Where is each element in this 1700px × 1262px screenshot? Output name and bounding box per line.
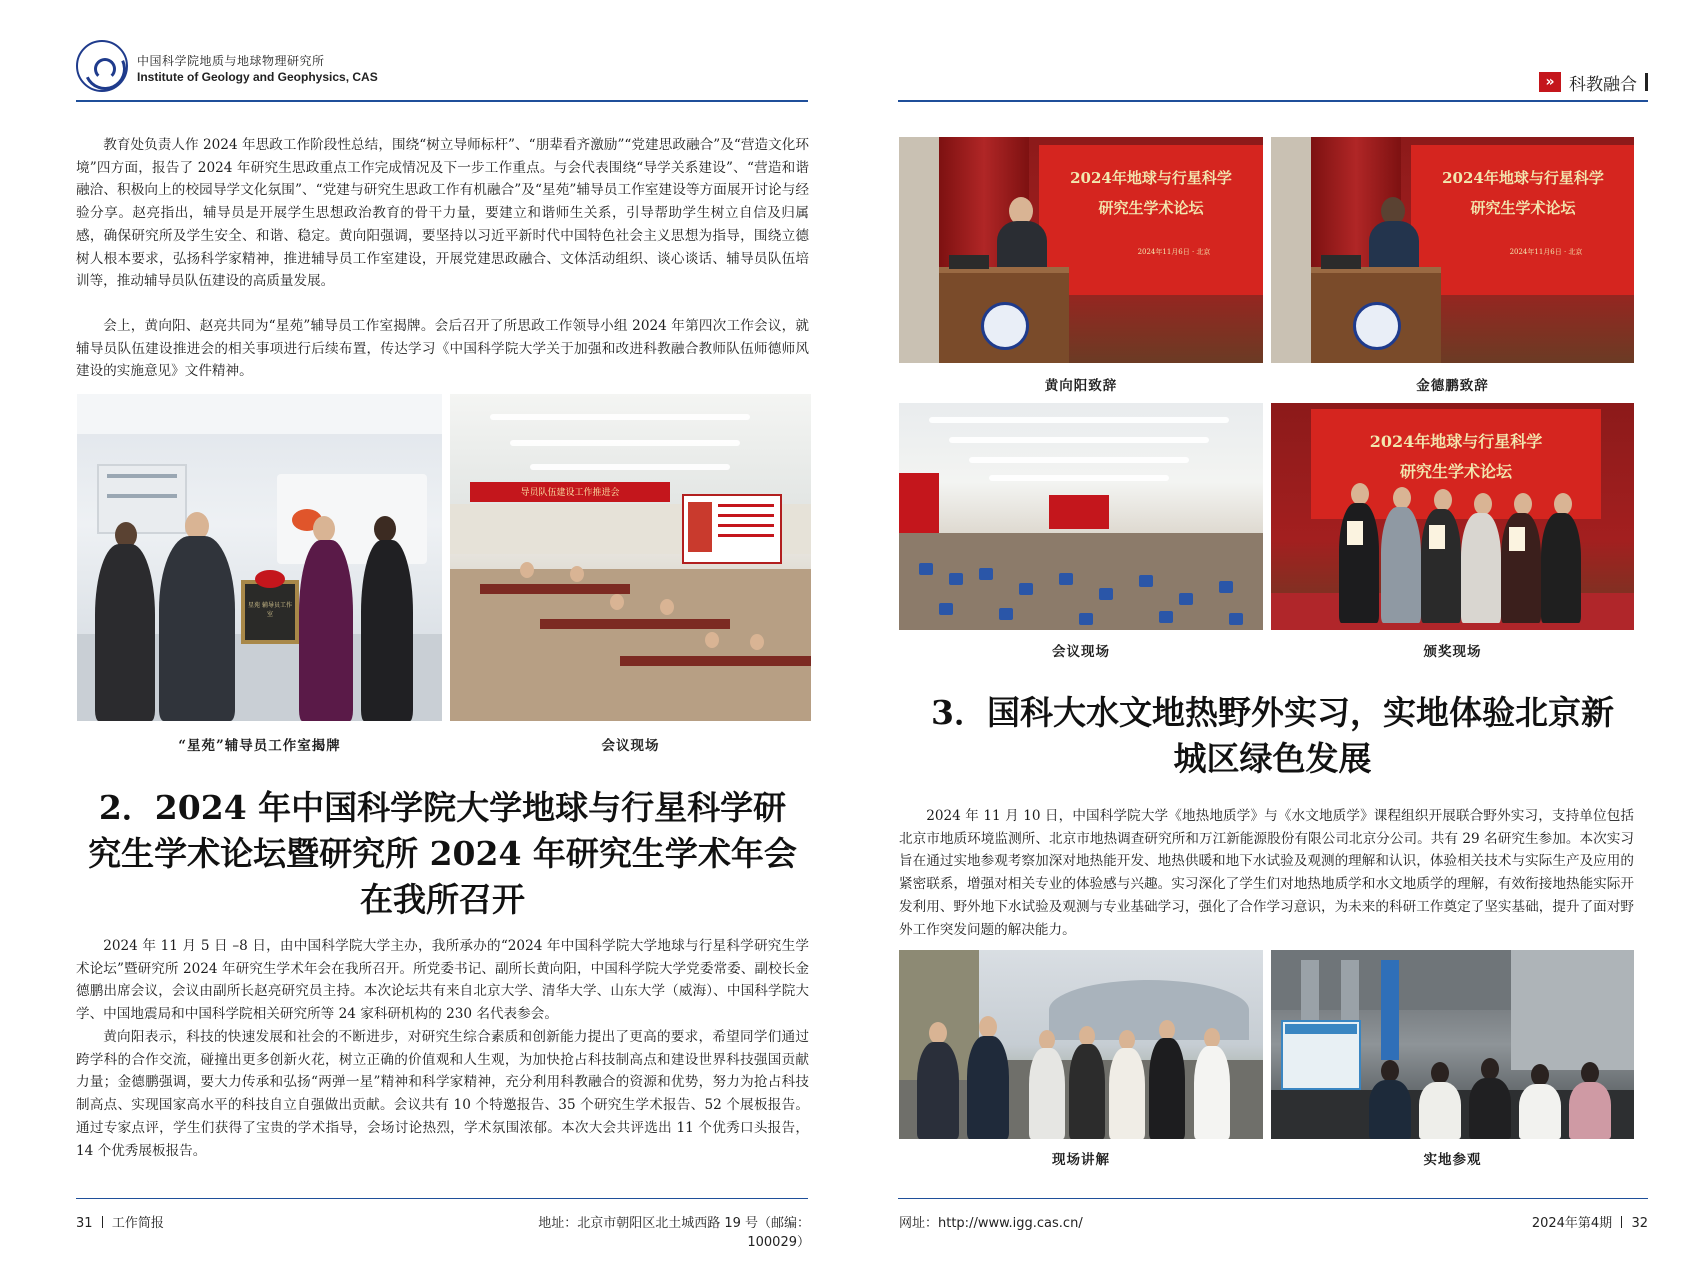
forum-paragraph-1: 2024 年 11 月 5 日 –8 日，由中国科学院大学主办，我所承办的“2024 年中国科学院大学地球与行星科学研究生学术论坛”暨研究所 2024 年研究生学术年会在我所召开。所党委书记、副所长黄向阳，中国科学院大学党委常委、副校长金德鹏出席会议，会议由副所长赵亮研究员主持。本次论坛共有来自北京大学、清华大学、山东大学（威海）、中国科学院大学、中国地震局和中国科学院相关研究所等 24 家科研机构的 230 名代表参会。 bbox=[76, 938, 809, 1023]
right-page bbox=[850, 0, 1700, 1262]
double-arrow-icon: » bbox=[1539, 72, 1561, 92]
caption-huang-speech: 黄向阳致辞 bbox=[1044, 378, 1118, 394]
caption-jin-speech: 金德鹏致辞 bbox=[1416, 378, 1489, 394]
screen-subtitle-1: 研究生学术论坛 bbox=[1098, 199, 1204, 217]
screen-subtitle-2: 研究生学术论坛 bbox=[1470, 199, 1576, 217]
institute-name-cn: 中国科学院地质与地球物理研究所 bbox=[137, 54, 325, 68]
caption-forum-hall: 会议现场 bbox=[1052, 644, 1110, 660]
screen-subtitle-3: 研究生学术论坛 bbox=[1399, 462, 1512, 481]
section-heading-3-line-2: 城区绿色发展 bbox=[1173, 739, 1372, 778]
photo-forum-hall bbox=[899, 403, 1263, 630]
section-heading-2-line-2: 究生学术论坛暨研究所 2024 年研究生学术年会 bbox=[88, 834, 797, 873]
section-heading-2-line-1: 2．2024 年中国科学院大学地球与行星科学研 bbox=[98, 788, 787, 827]
intro-paragraph-2: 会上，黄向阳、赵亮共同为“星苑”辅导员工作室揭牌。会后召开了所思政工作领导小组 2024 年第四次工作会议，就辅导员队伍建设推进会的相关事项进行后续布置，传达学习《中国科学院大学关于加强和改进科教融合教师队伍师德师风建设的实施意见》文件精神。 bbox=[76, 318, 809, 380]
caption-onsite-explanation: 现场讲解 bbox=[1052, 1152, 1110, 1168]
caption-meeting-room: 会议现场 bbox=[601, 738, 660, 754]
photo-site-visit bbox=[1271, 950, 1634, 1139]
footer-url[interactable]: 网址：http://www.igg.cas.cn/ bbox=[899, 1216, 1083, 1231]
institute-logo-icon bbox=[76, 40, 128, 92]
intro-paragraph-1: 教育处负责人作 2024 年思政工作阶段性总结，围绕“树立导师标杆”、“朋辈看齐激励”“党建思政融合”及“营造文化环境”四方面，报告了 2024 年研究生思政重点工作完成情况及下一步工作重点。与会代表围绕“导学关系建设”、“营造和谐融洽、积极向上的校园导学文化氛围”、“党建与研究生思政工作有机融合”及“星苑”辅导员工作室建设等方面展开讨论与经验分享。赵亮指出，辅导员是开展学生思想政治教育的骨干力量，要建立和谐师生关系，引导帮助学生树立自信及归属感，确保研究所及学生安全、和谐、稳定。黄向阳强调，要坚持以习近平新时代中国特色社会主义思想为指导，围绕立德树人根本要求，弘扬科学家精神，推进辅导员工作室建设，开展党建思政融合、文体活动组织、谈心谈话、辅导员队伍培训等，推动辅导员队伍建设的高质量发展。 bbox=[76, 137, 809, 290]
footer-right bbox=[1450, 1212, 1648, 1231]
footer-rule bbox=[76, 1198, 808, 1199]
section-heading-3 bbox=[890, 690, 1655, 782]
header-rule-right bbox=[898, 100, 1648, 102]
caption-site-visit: 实地参观 bbox=[1423, 1152, 1482, 1168]
publication-title: 工作简报 bbox=[111, 1216, 164, 1231]
caption-plaque-unveiling: “星苑”辅导员工作室揭牌 bbox=[178, 738, 341, 754]
footer-rule-right bbox=[898, 1198, 1648, 1199]
page-number-left: 31 bbox=[76, 1216, 93, 1231]
photo-jin-speech bbox=[1271, 137, 1634, 363]
section-tag bbox=[1539, 70, 1648, 94]
screen-date-1: 2024年11月6日 · 北京 bbox=[1137, 248, 1211, 256]
photo-award-ceremony bbox=[1271, 403, 1634, 630]
section-heading-2-line-3: 在我所召开 bbox=[360, 880, 525, 919]
screen-date-2: 2024年11月6日 · 北京 bbox=[1509, 248, 1583, 256]
section-heading-3-line-1: 3．国科大水文地热野外实习，实地体验北京新 bbox=[931, 693, 1614, 732]
institute-name-en: Institute of Geology and Geophysics, CAS bbox=[137, 70, 378, 84]
photo-huang-speech bbox=[899, 137, 1263, 363]
footer-left bbox=[76, 1212, 164, 1231]
page-number-right: 32 bbox=[1631, 1216, 1648, 1231]
issue-number: 2024年第4期 bbox=[1531, 1216, 1613, 1231]
caption-award-ceremony: 颁奖现场 bbox=[1423, 644, 1482, 660]
forum-paragraph-2: 黄向阳表示，科技的快速发展和社会的不断进步，对研究生综合素质和创新能力提出了更高的要求，希望同学们通过跨学科的合作交流，碰撞出更多创新火花，树立正确的价值观和人生观，为加快抢占科技制高点和建设世界科技强国贡献力量；金德鹏强调，要大力传承和弘扬“两弹一星”精神和科学家精神，充分利用科教融合的资源和优势，努力为抢占科技制高点、实现国家高水平的科技自立自强做出贡献。会议共有 10 个特邀报告、35 个研究生学术报告、52 个展板报告。通过专家点评，学生们获得了宝贵的学术指导，会场讨论热烈，学术氛围浓郁。本次大会共评选出 11 个优秀口头报告，14 个优秀展板报告。 bbox=[76, 1029, 809, 1159]
section-divider bbox=[1645, 73, 1648, 91]
screen-title-3: 2024年地球与行星科学 bbox=[1369, 432, 1543, 451]
screen-title-1: 2024年地球与行星科学 bbox=[1070, 169, 1232, 187]
footer-address: 地址：北京市朝阳区北土城西路 19 号（邮编：100029） bbox=[538, 1216, 810, 1250]
section-label: 科教融合 bbox=[1569, 74, 1637, 95]
screen-title-2: 2024年地球与行星科学 bbox=[1442, 169, 1604, 187]
photo-onsite-explanation bbox=[899, 950, 1263, 1139]
section-heading-2 bbox=[60, 785, 825, 923]
fieldtrip-paragraph: 2024 年 11 月 10 日，中国科学院大学《地热地质学》与《水文地质学》课程组织开展联合野外实习，支持单位包括北京市地质环境监测所、北京市地热调查研究所和万江新能源股份有限公司北京分公司。共有 29 名研究生参加。本次实习旨在通过实地参观考察加深对地热能开发、地热供暖和地下水试验及观测的理解和认识，体验相关技术与实际生产及应用的紧密联系，增强对相关专业的体验感与兴趣。实习深化了学生们对地热地质学和水文地质学的理解，有效衔接地热能实际开发利用、野外地下水试验及观测与专业基础学习，强化了合作学习意识，为未来的科研工作奠定了坚实基础，提升了面对野外工作突发问题的解决能力。 bbox=[899, 808, 1634, 938]
meeting-banner-text: 导员队伍建设工作推进会 bbox=[520, 488, 620, 498]
photo-meeting-room bbox=[450, 394, 811, 721]
header-rule bbox=[76, 100, 808, 102]
plaque-text: 星苑 辅导员工作室 bbox=[248, 602, 292, 618]
photo-plaque-unveiling bbox=[77, 394, 442, 721]
